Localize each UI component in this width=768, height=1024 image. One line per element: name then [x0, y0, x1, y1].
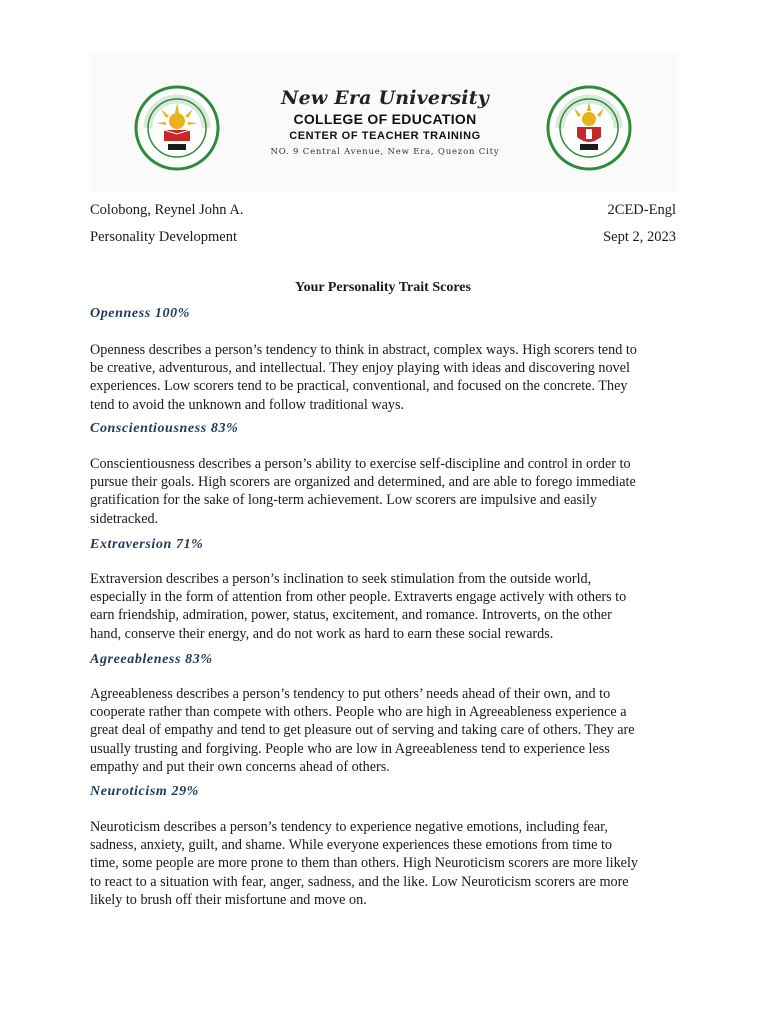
college-name: COLLEGE OF EDUCATION	[293, 111, 477, 127]
trait-description	[90, 570, 680, 643]
student-info-row	[90, 202, 676, 219]
address: NO. 9 Central Avenue, New Era, Quezon City	[270, 147, 500, 157]
text-line: time, some people are more prone to them than others. High Neuroticism scorers are more likely	[90, 855, 639, 872]
text-line: gratification for the sake of long-term achievement. Low scorers are impulsive and easily	[90, 492, 598, 509]
trait-heading: Agreeableness 83%	[90, 652, 213, 667]
document-title: Your Personality Trait Scores	[295, 280, 471, 295]
text-line: likely to brush off their misfortune and move on.	[90, 891, 367, 908]
student-name: Colobong, Reynel John A.	[90, 202, 244, 218]
date: Sept 2, 2023	[603, 229, 676, 245]
text-line: to react to a situation with fear, anger, sadness, and the like. Low Neuroticism scorers are more	[90, 873, 629, 890]
text-line: sadness, anxiety, guilt, and shame. While everyone experiences these emotions from time to	[90, 837, 613, 854]
letterhead-text	[250, 86, 520, 159]
text-line: experiences. Low scorers tend to be practical, conventional, and focused on the concrete. They	[90, 378, 628, 395]
trait-heading: Neuroticism 29%	[90, 784, 199, 799]
center-name: CENTER OF TEACHER TRAINING	[289, 130, 481, 142]
text-line: pursue their goals. High scorers are organized and determined, and are able to forego immediate	[90, 474, 636, 491]
text-line: great deal of empathy and tend to get pleasure out of serving and taking care of others. They are	[90, 722, 635, 739]
text-line: Openness describes a person’s tendency to think in abstract, complex ways. High scorers tend to	[90, 342, 637, 358]
trait-description	[90, 818, 680, 909]
text-line: cooperate rather than compete with others. People who are high in Agreeableness experience a	[90, 704, 627, 721]
text-line: Neuroticism describes a person’s tendency to experience negative emotions, including fear,	[90, 819, 608, 835]
trait-description	[90, 455, 680, 528]
text-line: Conscientiousness describes a person’s ability to exercise self-discipline and control in order to	[90, 456, 631, 472]
text-line: hand, conserve their energy, and do not work as hard to earn these social rewards.	[90, 625, 554, 642]
letterhead	[90, 52, 678, 192]
trait-heading: Conscientiousness 83%	[90, 421, 239, 436]
text-line: Extraversion describes a person’s inclination to seek stimulation from the outside world,	[90, 571, 592, 587]
university-name: New Era University	[281, 87, 489, 109]
text-line: tend to avoid the unknown and follow traditional ways.	[90, 396, 405, 413]
text-line: be creative, adventurous, and intellectual. They enjoy playing with ideas and discovering novel	[90, 360, 630, 377]
trait-description	[90, 341, 680, 414]
trait-heading: Extraversion 71%	[90, 537, 204, 552]
text-line: earn friendship, admiration, power, status, excitement, and romance. Introverts, on the other	[90, 607, 612, 624]
course-info-row	[90, 229, 676, 246]
trait-description	[90, 685, 680, 776]
section: 2CED-Engl	[607, 202, 676, 218]
university-seal-logo	[134, 85, 220, 171]
text-line: usually trusting and forgiving. People who are low in Agreeableness tend to experience less	[90, 740, 610, 757]
trait-heading: Openness 100%	[90, 306, 190, 321]
text-line: Agreeableness describes a person’s tendency to put others’ needs ahead of their own, and to	[90, 686, 611, 702]
college-seal-logo	[546, 85, 632, 171]
text-line: empathy and put their own concerns ahead of others.	[90, 758, 390, 775]
text-line: especially in the form of attention from other people. Extraverts engage actively with others to	[90, 589, 627, 606]
course-name: Personality Development	[90, 229, 237, 245]
text-line: sidetracked.	[90, 510, 159, 527]
